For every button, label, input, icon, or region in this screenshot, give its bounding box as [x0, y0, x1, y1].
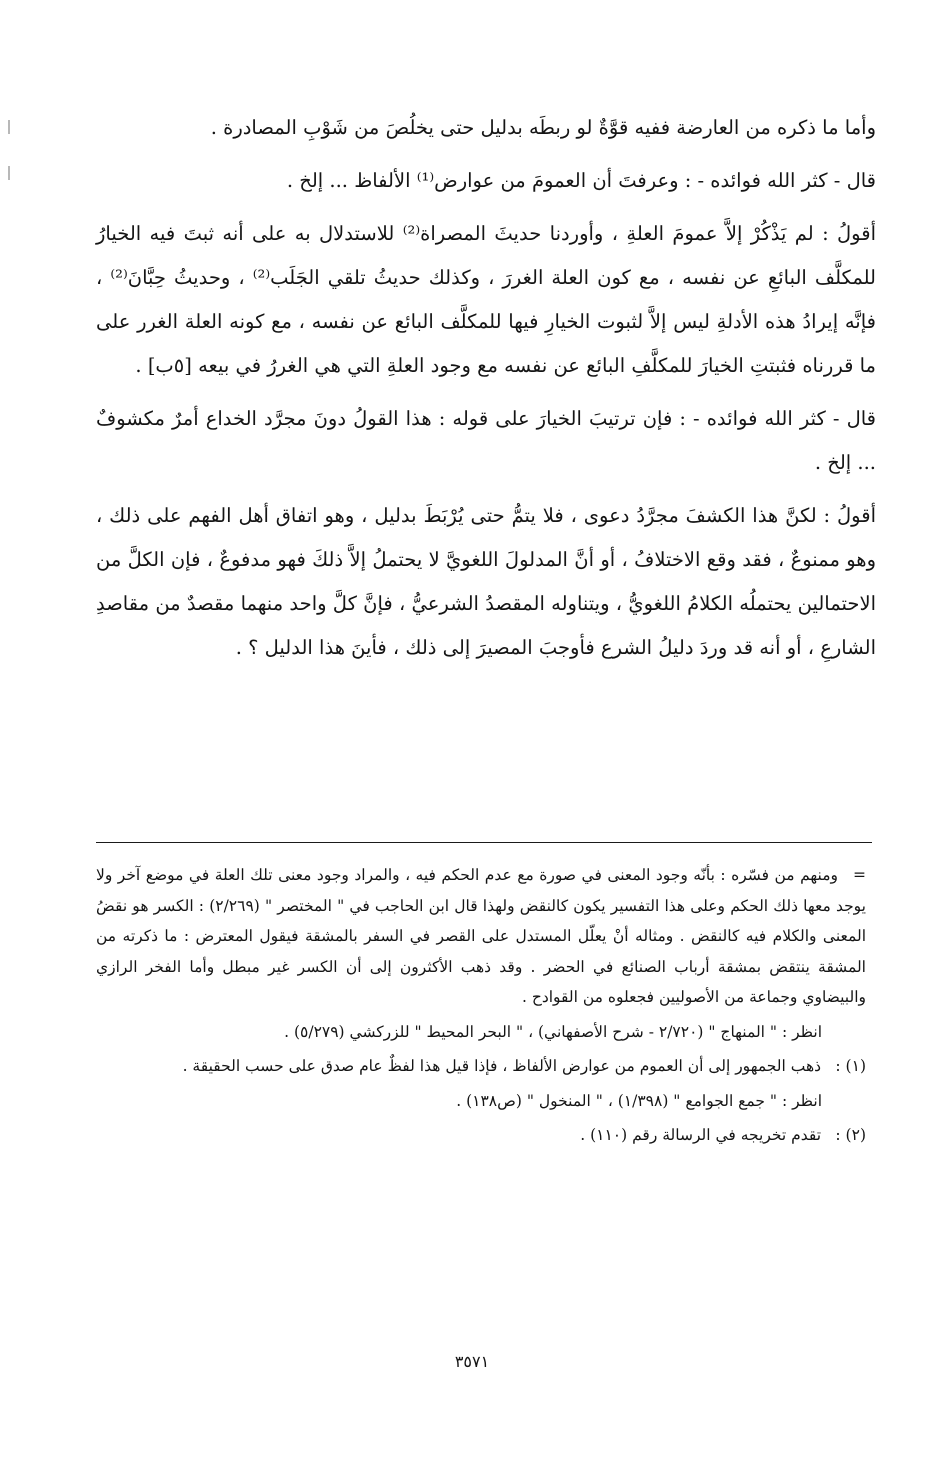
scan-mark — [8, 120, 10, 134]
paragraph: وأما ما ذكره من العارضة ففيه قوَّةٌ لو ربطَه بدليل حتى يخلُصَ من شَوْبِ المصادرة . — [210, 116, 876, 139]
footnote-continuation-text: ومنهم من فسّره : بأنّه وجود المعنى في صورة مع عدم الحكم فيه ، والمراد وجود معنى تلك العلة في موضع آخر ولا يوجد معها ذلك الحكم وعلى هذا التفسير يكون كالنقض ولهذا قال ابن الحاجب في " المختصر " (٢/٢٦٩) : الكسر هو نقضُ المعنى والكلام فيه كالنقض . ومثاله أنْ يعلّل المستدل على القصر في السفر بالمشقة فيقول المعترض : ما ذكرته من المشقة ينتقض بمشقة أرباب الصنائع في الحضر . وقد ذهب الأكثرون إلى أن الكسر غير مبطل وأما الفخر الرازي والبيضاوي وجماعة من الأصوليين فجعلوه من القوادح . — [96, 866, 866, 1006]
paragraph: أقولُ : لم يَذْكُرْ إلاَّ عمومَ العلةِ ، وأوردنا حديثَ المصراة⁽²⁾ للاستدلال به على أنه ثبتَ فيه الخيارُ للمكلَّف البائعِ عن نفسه ، مع كون العلة الغررَ ، وكذلك حديثُ تلقي الجَلَب⁽²⁾ ، وحديثُ حِبَّانَ⁽²⁾ ، فإنَّه إيرادُ هذه الأدلةِ ليس إلاَّ لثبوت الخيارِ فيها للمكلَّف البائع عن نفسه ، مع كونه العلة الغرر على ما قررناه فثبتتِ الخيارَ للمكلَّفِ البائع عن نفسه مع وجود العلةِ التي هي الغررُ في بيعه [٥ب] . — [96, 222, 876, 377]
footnote-separator — [96, 842, 872, 843]
footnote-reference: انظر : " جمع الجوامع " (١/٣٩٨) ، " المنخول " (ص١٣٨) . — [456, 1091, 822, 1110]
paragraph: أقولُ : لكنَّ هذا الكشفَ مجرَّدُ دعوى ، فلا يتمُّ حتى يُرْبَطَ بدليل ، وهو اتفاق أهل الفهم على ذلك ، وهو ممنوعٌ ، فقد وقع الاختلافُ ، أو أنَّ المدلولَ اللغويَّ لا يحتملُ إلاَّ ذلكَ فهو مدفوعٌ ، فإن الكلَّ من الاحتمالين يحتملُه الكلامُ اللغويُّ ، ويتناوله المقصدُ الشرعيُّ ، فإنَّ كلَّ واحد منهما مقصدٌ من مقاصدِ الشارعِ ، أو أنه قد وردَ دليلُ الشرع فأوجبَ المصيرَ إلى ذلك ، فأينَ هذا الدليل ؟ . — [96, 504, 876, 659]
footnote-number: (٢) : — [835, 1126, 866, 1144]
footnote-text: تقدم تخريجه في الرسالة رقم (١١٠) . — [580, 1126, 822, 1144]
footnote-number: (١) : — [835, 1057, 866, 1075]
footnotes — [96, 860, 866, 1151]
footnote-continuation — [96, 860, 866, 1013]
scan-mark — [8, 166, 10, 180]
footnote-2 — [96, 1120, 866, 1151]
main-text — [96, 106, 876, 670]
footnote-reference: انظر : " المنهاج " (٢/٧٢٠ - شرح الأصفهاني) ، " البحر المحيط " للزركشي (٥/٢٧٩) . — [284, 1022, 822, 1041]
footnote-1 — [96, 1051, 866, 1082]
paragraph: قال - كثر الله فوائده - : فإن ترتيبَ الخيارَ على قوله : هذا القولُ دونَ مجرَّد الخداع أمرٌ مكشوفٌ ... إلخ . — [96, 407, 876, 474]
paragraph: قال - كثر الله فوائده - : وعرفتَ أن العمومَ من عوارض⁽¹⁾ الألفاظ ... إلخ . — [286, 169, 876, 192]
page-number: ٣٥٧١ — [454, 1352, 490, 1371]
continuation-mark: = — [853, 866, 866, 884]
footnote-text: ذهب الجمهور إلى أن العموم من عوارض الألفاظ ، فإذا قيل هذا لفظٌ عام صدق على حسب الحقيقة . — [182, 1057, 822, 1075]
